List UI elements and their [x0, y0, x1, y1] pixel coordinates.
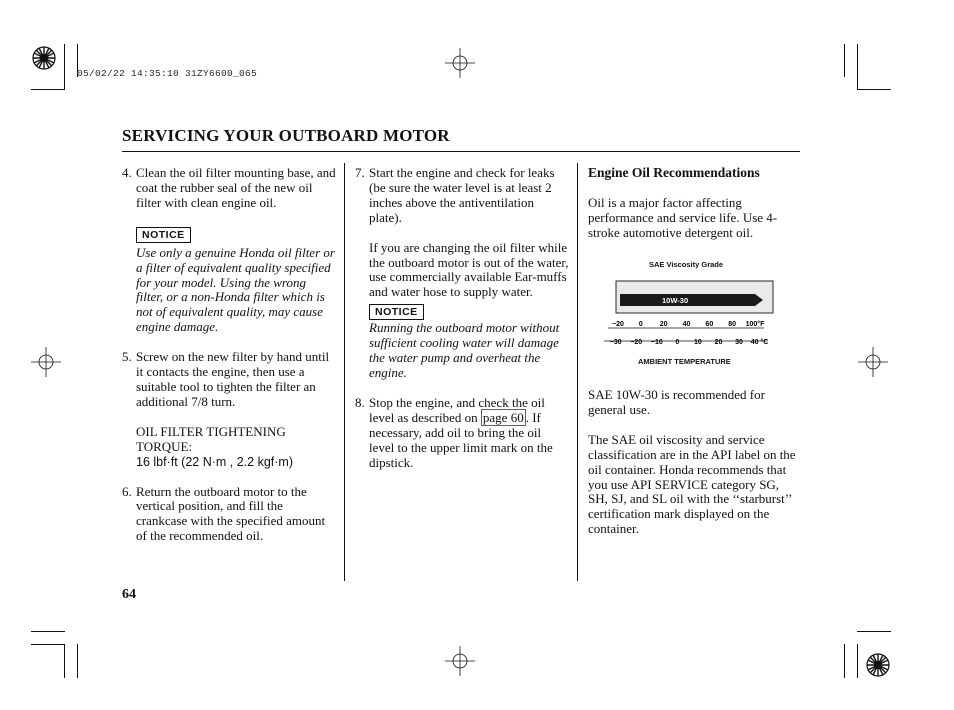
notice-label: NOTICE [136, 227, 191, 243]
step-5-number: 5. [122, 349, 132, 365]
notice-text: Use only a genuine Honda oil filter or a filter of equivalent quality specified for your model. Using the wrong filter, or a non-Honda filter which is not of equivalent quality, may cause engine damage. [136, 244, 335, 335]
viscosity-chart-svg [600, 256, 780, 372]
section-title: SERVICING YOUR OUTBOARD MOTOR [122, 126, 450, 145]
starburst-registration-top-left-icon [31, 45, 57, 71]
starburst-registration-bottom-right-icon [865, 652, 891, 678]
step-7-number: 7. [355, 165, 365, 180]
page-60-link[interactable]: page 60 [482, 409, 524, 425]
fahrenheit-tick-label: 40 [682, 321, 691, 328]
step-7 [355, 166, 569, 226]
step-8-text [369, 396, 569, 471]
celsius-tick-label: 10 [694, 339, 702, 346]
fahrenheit-tick-label: 0 [638, 321, 643, 328]
fahrenheit-tick-label: 60 [705, 321, 714, 328]
step-4-text: Clean the oil filter mounting base, and coat the rubber seal of the new oil filter with clean engine oil. [136, 165, 336, 210]
ear-muffs-paragraph: If you are changing the oil filter while the outboard motor is out of the water, use commercially available Ear-muffs and water hose to supply water. [369, 239, 569, 300]
notice-text: Running the outboard motor without sufficient cooling water will damage the water pump and overheat the engine. [369, 320, 560, 380]
fahrenheit-tick-label: 20 [659, 321, 668, 328]
torque-value: 16 lbf·ft (22 N·m , 2.2 kgf·m) [136, 454, 293, 469]
fahrenheit-tick-label: 80 [728, 321, 737, 328]
celsius-tick-label: 30 [735, 339, 743, 346]
step-8-text-after: . If necessary, add oil to bring the oil level to the upper limit mark on the dipstick. [369, 409, 553, 470]
registration-target-bottom-icon [445, 646, 475, 676]
fahrenheit-tick-label: −20 [612, 321, 624, 328]
registration-target-top-icon [445, 48, 475, 78]
column-3-lower [588, 388, 802, 537]
step-8-number: 8. [355, 394, 365, 410]
celsius-tick-label: 20 [714, 339, 723, 346]
step-5 [122, 350, 336, 410]
torque-label: OIL FILTER TIGHTENING TORQUE: [136, 423, 286, 454]
celsius-tick-label: 0 [675, 339, 680, 346]
column-3 [588, 166, 802, 241]
sae-recommendation: SAE 10W-30 is recommended for general use. [588, 387, 765, 417]
page-number: 64 [122, 587, 136, 602]
step-8 [355, 396, 569, 471]
celsius-tick-label: 40 °C [750, 339, 769, 346]
chart-footer: AMBIENT TEMPERATURE [638, 357, 731, 366]
registration-target-right-icon [858, 347, 888, 377]
oil-recommendations-heading: Engine Oil Recommendations [588, 165, 760, 180]
celsius-tick-label: −30 [609, 339, 622, 346]
column-1 [122, 166, 336, 544]
celsius-tick-label: −20 [630, 339, 643, 346]
column-divider-1 [344, 163, 345, 581]
fahrenheit-tick-label: 100°F [745, 321, 765, 328]
chart-title: SAE Viscosity Grade [649, 260, 724, 269]
registration-target-left-icon [31, 347, 61, 377]
notice-label: NOTICE [369, 304, 424, 320]
column-2 [355, 166, 569, 470]
section-title-rule [122, 151, 800, 152]
step-4 [122, 166, 336, 211]
step-6-text: Return the outboard motor to the vertical position, and fill the crankcase with the specified amount of the recommended oil. [136, 483, 326, 544]
step-7-text: Start the engine and check for leaks (be sure the water level is at least 2 inches above the antiventilation plate). [369, 165, 555, 225]
oil-intro-paragraph: Oil is a major factor affecting performance and service life. Use 4-stroke automotive detergent oil. [588, 194, 778, 240]
step-4-number: 4. [122, 165, 132, 180]
api-service-paragraph: The SAE oil viscosity and service classification are in the API label on the oil container. Honda recommends that you use API SERVICE category SG, SH, SJ, and SL oil with the ‘‘starburst’’ certification mark displayed on the container. [588, 431, 796, 537]
step-6 [122, 485, 336, 545]
step-5-text: Screw on the new filter by hand until it contacts the engine, then use a suitable tool to tighten the filter an additional 7/8 turn. [136, 349, 330, 409]
column-divider-2 [577, 163, 578, 581]
print-timestamp: 05/02/22 14:35:10 31ZY6600_065 [77, 68, 258, 79]
viscosity-range-bar [620, 294, 763, 306]
viscosity-bar-label: 10W-30 [662, 296, 689, 305]
step-6-number: 6. [122, 483, 132, 499]
celsius-tick-label: −10 [650, 339, 663, 346]
viscosity-chart [600, 256, 780, 372]
step-8-text-before: Stop the engine, and check the oil level as described on [369, 394, 545, 425]
